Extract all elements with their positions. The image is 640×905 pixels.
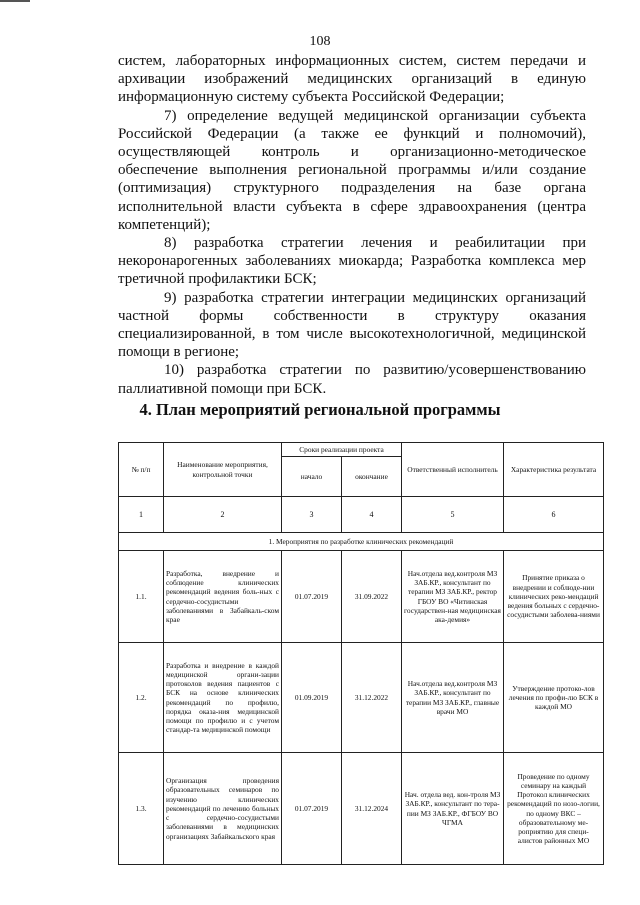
section-heading: 4. План мероприятий региональной программы [139,400,501,419]
section-title: 1. Мероприятия по разработке клинических рекомендаций [119,533,604,551]
row-start: 01.09.2019 [282,643,342,753]
column-number: 3 [282,497,342,533]
row-end: 31.12.2024 [342,753,402,865]
row-name: Разработка, внедрение и соблюдение клинических рекомендаций ведения боль-ных с сердечно-сосудистыми заболеваниями в Забайкаль-ском крае [164,551,282,643]
row-name: Разработка и внедрение в каждой медицинской органи-зации протоколов ведения пациентов с БСК на основе клинических рекомендаций по профилю, порядка оказа-ния медицинской помощи по профилю и с учетом стандар-та медицинской помощи [164,643,282,753]
table-row [119,551,604,643]
body-text [118,52,586,398]
row-num: 1.3. [119,753,164,865]
header-period: Сроки реализации проекта [282,443,402,457]
page-number: 108 [309,34,331,49]
row-end: 31.12.2022 [342,643,402,753]
paragraph-item-9: 9) разработка стратегии интеграции медицинских организаций частной формы собственности в структуру оказания специализированной, в том числе высокотехнологичной, медицинской помощи в регионе; [118,289,586,361]
paragraph-item-7: 7) определение ведущей медицинской организации субъекта Российской Федерации (а также ее функций и полномочий), осуществляющей контроль и организационно-методическое обеспечение выполнения региональной программы и/или создание (оптимизация) структурного подразделения на базе органа исполнительной власти субъекта в сфере здравоохранения (центра компетенций); [118,107,586,233]
column-number: 1 [119,497,164,533]
row-start: 01.07.2019 [282,551,342,643]
header-name: Наименование мероприятия, контрольной точки [164,443,282,497]
row-num: 1.1. [119,551,164,643]
scan-corner-mark [0,0,30,2]
row-responsible: Нач. отдела вед. кон-троля МЗ ЗАБ.КР., консультант по тера-пии МЗ ЗАБ.КР., ФГБОУ ВО ЧГМА [402,753,504,865]
column-number: 4 [342,497,402,533]
header-end: окончание [342,457,402,497]
row-end: 31.09.2022 [342,551,402,643]
row-result: Проведение по одному семинару на каждый Протокол клинических рекомендаций по нозо-логии, по одному ВКС – образовательному ме-роприятию для специ-алистов районных МО [504,753,604,865]
row-responsible: Нач.отдела вед.контроля МЗ ЗАБ.КР., консультант по терапии МЗ ЗАБ.КР., главные врачи МО [402,643,504,753]
section-title-row [119,533,604,551]
row-name: Организация проведения образовательных семинаров по изучению клинических рекомендаций по лечению больных с сердечно-сосудистыми заболеваниями в медицинских организациях Забайкальского края [164,753,282,865]
table-row [119,643,604,753]
header-responsible: Ответственный исполнитель [402,443,504,497]
table-row [119,753,604,865]
row-responsible: Нач.отдела вед.контроля МЗ ЗАБ.КР., консультант по терапии МЗ ЗАБ.КР., ректор ГБОУ ВО «Читинская государствен-ная медицинская ака-демия» [402,551,504,643]
header-result: Характеристика результата [504,443,604,497]
header-start: начало [282,457,342,497]
column-number: 5 [402,497,504,533]
paragraph-continuation: систем, лабораторных информационных систем, систем передачи и архивации изображений медицинских организаций в единую информационную систему субъекта Российской Федерации; [118,53,586,106]
row-result: Принятие приказа о внедрении и соблюде-нии клинических реко-мендаций ведения больных с сердечно-сосудистыми заболева-ниями [504,551,604,643]
column-number: 2 [164,497,282,533]
paragraph-item-10: 10) разработка стратегии по развитию/усовершенствованию паллиативной помощи при БСК. [118,362,586,397]
column-number-row [119,497,604,533]
table-header-row [119,443,604,457]
row-num: 1.2. [119,643,164,753]
header-num: № п/п [119,443,164,497]
row-start: 01.07.2019 [282,753,342,865]
paragraph-item-8: 8) разработка стратегии лечения и реабилитации при некоронарогенных заболеваниях миокарда; Разработка комплекса мер третичной профилактики БСК; [118,235,586,288]
column-number: 6 [504,497,604,533]
row-result: Утверждение протоко-лов лечения по профи-лю БСК в каждой МО [504,643,604,753]
plan-table [118,442,604,865]
